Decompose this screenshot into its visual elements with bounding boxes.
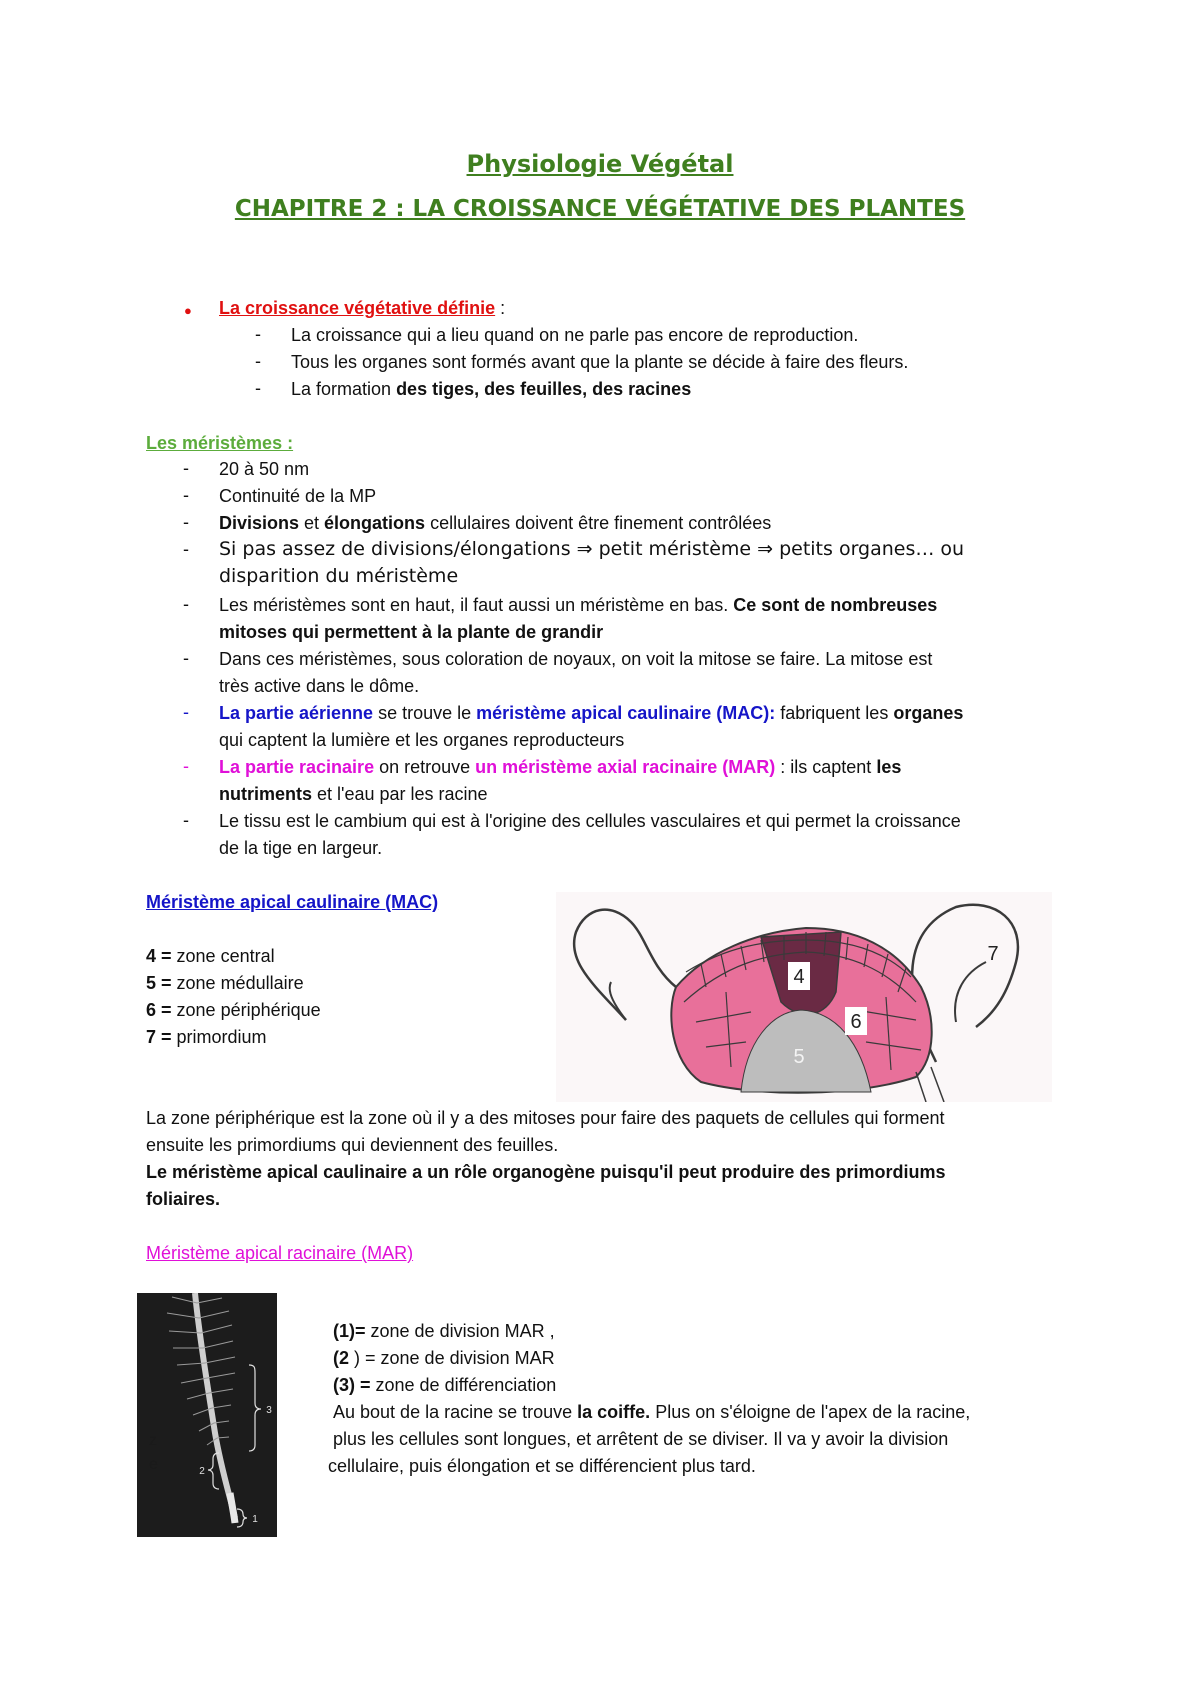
i7-bold: organes — [893, 703, 964, 723]
mar-l4-text-2: Plus on s'éloigne de l'apex de la racine, — [650, 1402, 971, 1422]
dash: - — [183, 702, 189, 722]
document-title: Physiologie Végétal — [466, 150, 734, 178]
i8-text-3: et l'eau par les racine — [312, 784, 488, 804]
i7-colored-2: méristème apical caulinaire (MAC): — [476, 703, 776, 723]
i7-text-1: se trouve le — [373, 703, 477, 723]
definition-item-3 — [291, 378, 691, 400]
mar-l1-text: zone de division MAR , — [365, 1321, 555, 1341]
meristemes-heading: Les méristèmes : — [146, 433, 294, 453]
dash: - — [183, 485, 189, 505]
mar-line-2 — [333, 1347, 555, 1369]
mar-l2-text: ) = zone de division MAR — [349, 1348, 555, 1368]
meristemes-item-5-line-2: mitoses qui permettent à la plante de grandir — [219, 622, 604, 642]
definition-heading-line — [219, 297, 505, 319]
legend-num: 5 = — [146, 973, 172, 993]
label-5: 5 — [793, 1046, 805, 1068]
label-7: 7 — [987, 943, 999, 965]
item3-prefix: La formation — [291, 379, 397, 399]
mar-l4-bold: la coiffe. — [577, 1402, 651, 1422]
legend-num: 4 = — [146, 946, 172, 966]
i8-text-2: : ils captent — [775, 757, 877, 777]
i8-colored-2: un méristème axial racinaire (MAR) — [475, 757, 776, 777]
bullet-icon: ● — [184, 303, 192, 318]
mac-heading: Méristème apical caulinaire (MAC) — [146, 892, 439, 912]
meristemes-item-7-line-1 — [219, 702, 963, 724]
meristemes-item-7-line-2: qui captent la lumière et les organes reproducteurs — [219, 730, 625, 750]
dash: - — [183, 648, 189, 668]
dash: - — [255, 378, 261, 398]
meristemes-item-9-line-1: Le tissu est le cambium qui est à l'origine des cellules vasculaires et qui permet la croissance — [219, 811, 961, 831]
label-3: 3 — [266, 1405, 272, 1416]
legend-num: 7 = — [146, 1027, 172, 1047]
chapter-title: CHAPITRE 2 : LA CROISSANCE VÉGÉTATIVE DES PLANTES — [234, 196, 966, 222]
mac-diagram — [556, 892, 1052, 1102]
legend-text: zone périphérique — [171, 1000, 321, 1020]
i3-text-2: cellulaires doivent être finement contrôlées — [425, 513, 772, 533]
dash: - — [183, 539, 189, 559]
meristemes-item-5-line-1 — [219, 594, 937, 616]
label-2: 2 — [199, 1466, 205, 1477]
side-letter-z: z — [149, 1432, 157, 1449]
mac-legend-7 — [146, 1026, 267, 1048]
definition-item-2: Tous les organes sont formés avant que la plante se décide à faire des fleurs. — [291, 352, 909, 372]
definition-heading: La croissance végétative définie — [219, 298, 496, 318]
mar-line-4 — [333, 1401, 970, 1423]
mar-line-1 — [333, 1320, 555, 1342]
dash: - — [183, 756, 189, 776]
mar-line-3 — [333, 1374, 556, 1396]
meristemes-item-4-line-1: Si pas assez de divisions/élongations ⇒ petit méristème ⇒ petits organes… ou — [219, 538, 965, 560]
i5-bold-1: Ce sont de nombreuses — [733, 595, 938, 615]
mar-line-6: cellulaire, puis élongation et se différencient plus tard. — [328, 1456, 756, 1476]
mar-l1-bold: (1)= — [333, 1321, 366, 1341]
i3-bold-2: élongations — [324, 513, 426, 533]
label-6: 6 — [850, 1011, 862, 1033]
mar-line-5: plus les cellules sont longues, et arrêtent de se diviser. Il va y avoir la division — [333, 1429, 949, 1449]
item3-bold: des tiges, des feuilles, des racines — [396, 379, 692, 399]
legend-text: zone médullaire — [171, 973, 304, 993]
meristemes-item-3 — [219, 512, 771, 534]
i8-bold-1: les — [876, 757, 902, 777]
i8-bold-2: nutriments — [219, 784, 313, 804]
mac-legend-4 — [146, 945, 275, 967]
photo-background — [137, 1293, 277, 1537]
legend-num: 6 = — [146, 1000, 172, 1020]
dash: - — [255, 351, 261, 371]
label-1: 1 — [252, 1514, 258, 1525]
dash: - — [255, 324, 261, 344]
dash: - — [183, 594, 189, 614]
legend-text: primordium — [171, 1027, 267, 1047]
mar-l3-bold: (3) = — [333, 1375, 371, 1395]
mar-l2-bold: (2 — [333, 1348, 350, 1368]
meristemes-item-9-line-2: de la tige en largeur. — [219, 838, 383, 858]
dash: - — [183, 512, 189, 532]
meristemes-item-4-line-2: disparition du méristème — [219, 565, 459, 587]
i5-text: Les méristèmes sont en haut, il faut aussi un méristème en bas. — [219, 595, 734, 615]
meristemes-item-8-line-2 — [219, 783, 488, 805]
meristemes-item-6-line-1: Dans ces méristèmes, sous coloration de noyaux, on voit la mitose se faire. La mitose est — [219, 649, 933, 669]
i7-colored-1: La partie aérienne — [219, 703, 374, 723]
mar-l4-text: Au bout de la racine se trouve — [333, 1402, 578, 1422]
side-letter-e: e — [149, 1456, 158, 1473]
mac-bold-line-2: foliaires. — [146, 1189, 221, 1209]
i3-bold-1: Divisions — [219, 513, 300, 533]
definition-item-1: La croissance qui a lieu quand on ne parle pas encore de reproduction. — [291, 325, 859, 345]
legend-text: zone central — [171, 946, 275, 966]
dash: - — [183, 810, 189, 830]
mac-legend-5 — [146, 972, 304, 994]
mac-bold-line-1: Le méristème apical caulinaire a un rôle organogène puisqu'il peut produire des primordiums — [146, 1162, 946, 1182]
i8-text-1: on retrouve — [374, 757, 476, 777]
meristemes-item-6-line-2: très active dans le dôme. — [219, 676, 420, 696]
meristemes-item-1: 20 à 50 nm — [219, 459, 310, 479]
dash: - — [183, 458, 189, 478]
label-4: 4 — [793, 966, 805, 988]
definition-colon: : — [495, 298, 506, 318]
mar-heading: Méristème apical racinaire (MAR) — [146, 1243, 414, 1263]
mar-l3-text: zone de différenciation — [370, 1375, 557, 1395]
meristemes-item-2: Continuité de la MP — [219, 486, 377, 506]
i3-text-1: et — [299, 513, 325, 533]
mac-para-line-2: ensuite les primordiums qui deviennent des feuilles. — [146, 1135, 559, 1155]
mac-legend-6 — [146, 999, 321, 1021]
meristemes-item-8-line-1 — [219, 756, 901, 778]
mar-root-photo — [137, 1293, 277, 1537]
i8-colored-1: La partie racinaire — [219, 757, 375, 777]
mac-para-line-1: La zone périphérique est la zone où il y a des mitoses pour faire des paquets de cellules qui forment — [146, 1108, 945, 1128]
i7-text-2: fabriquent les — [775, 703, 894, 723]
